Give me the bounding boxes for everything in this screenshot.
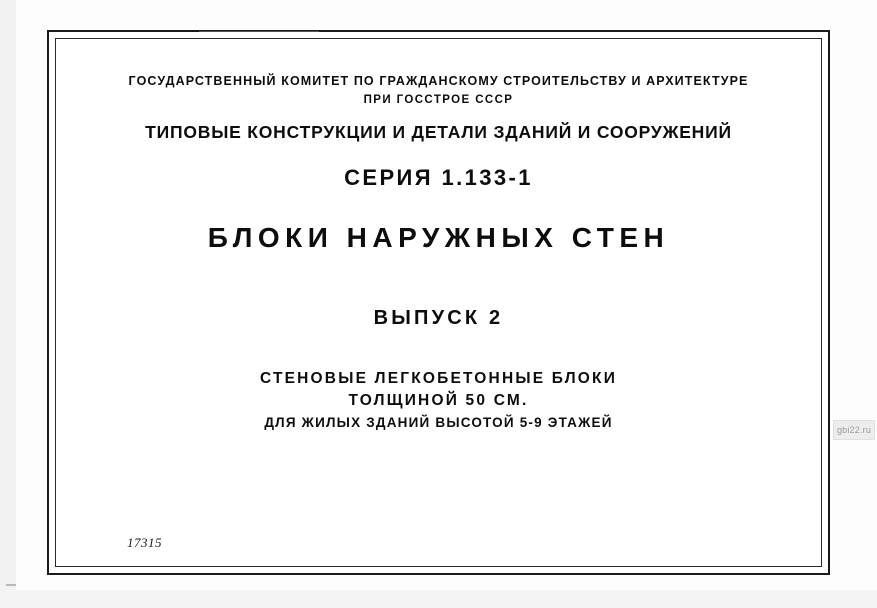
document-number: 17315 <box>127 535 162 550</box>
series-number: СЕРИЯ 1.133-1 <box>344 165 533 190</box>
page-title: БЛОКИ НАРУЖНЫХ СТЕН <box>207 222 670 253</box>
subtitle-line-3: ДЛЯ ЖИЛЫХ ЗДАНИЙ ВЫСОТОЙ 5-9 ЭТАЖЕЙ <box>264 415 613 430</box>
scan-edge-left <box>0 0 16 608</box>
agency-line-2: ПРИ ГОССТРОЕ СССР <box>363 94 514 106</box>
title-page-content <box>49 32 828 573</box>
scan-edge-bottom <box>0 590 877 608</box>
title-sheet-frame <box>47 30 830 575</box>
issue-number: ВЫПУСК 2 <box>373 307 504 329</box>
agency-line-1: ГОСУДАРСТВЕННЫЙ КОМИТЕТ ПО ГРАЖДАНСКОМУ СТРОИТЕЛЬСТВУ И АРХИТЕКТУРЕ <box>128 74 749 88</box>
scan-corner-mark <box>6 584 16 586</box>
subtitle-line-1: СТЕНОВЫЕ ЛЕГКОБЕТОННЫЕ БЛОКИ <box>259 370 618 387</box>
subtitle-line-2: ТОЛЩИНОЙ 50 СМ. <box>348 392 529 409</box>
watermark-label: gbi22.ru <box>833 420 875 440</box>
document-type-line: ТИПОВЫЕ КОНСТРУКЦИИ И ДЕТАЛИ ЗДАНИЙ И СООРУЖЕНИЙ <box>145 122 732 142</box>
